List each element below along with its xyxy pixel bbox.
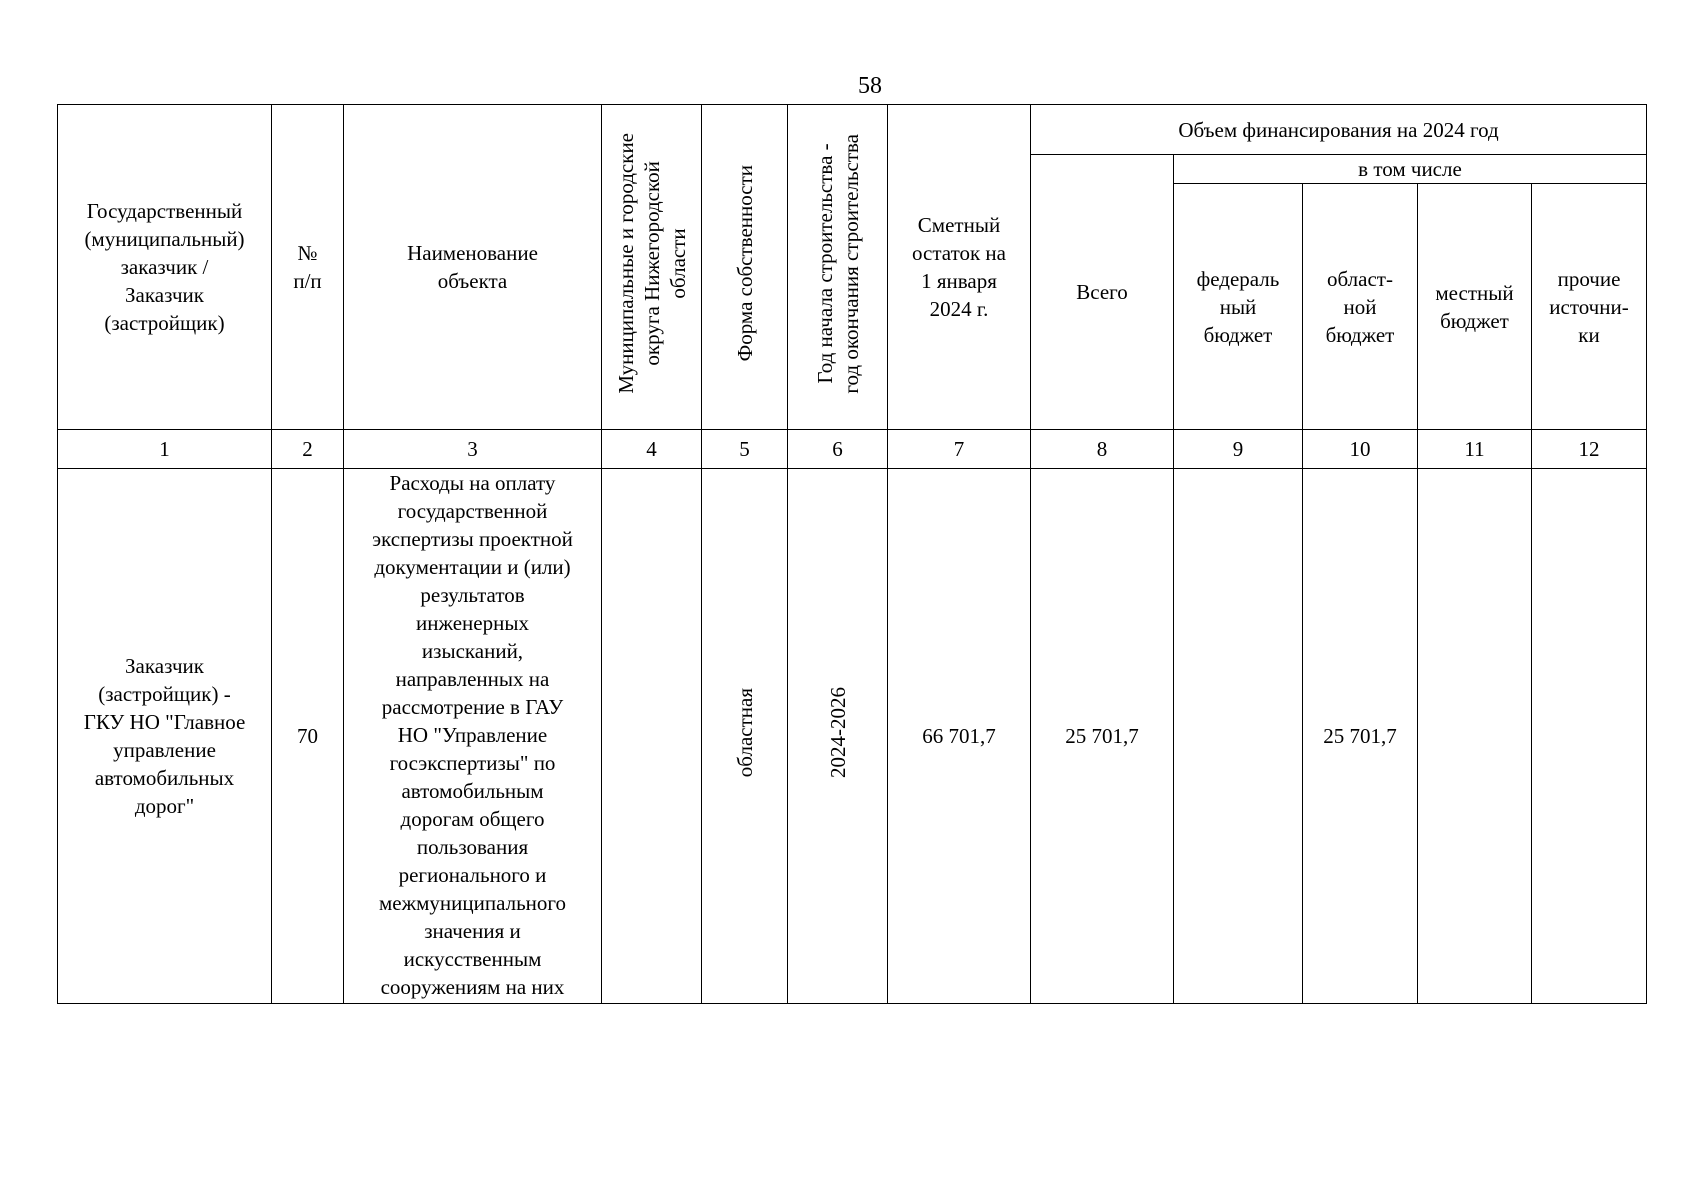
cell-ownership-wrap: [702, 469, 788, 1004]
header-other: прочие источни- ки: [1532, 184, 1647, 430]
column-number: 11: [1418, 430, 1532, 469]
table-row: [58, 469, 1647, 1004]
page-number: 58: [858, 73, 882, 99]
column-number: 10: [1303, 430, 1418, 469]
column-number: 2: [272, 430, 344, 469]
header-municipal: Муниципальные и городские округа Нижегородской области: [613, 133, 690, 394]
header-customer: Государственный (муниципальный) заказчик / Заказчик (застройщик): [58, 105, 272, 430]
header-estimate: Сметный остаток на 1 января 2024 г.: [888, 105, 1031, 430]
header-years-cell: [788, 105, 888, 430]
cell-estimate: 66 701,7: [888, 469, 1031, 1004]
column-number: 8: [1031, 430, 1174, 469]
header-local: местный бюджет: [1418, 184, 1532, 430]
header-including: в том числе: [1174, 155, 1647, 184]
cell-total: 25 701,7: [1031, 469, 1174, 1004]
funding-table: [57, 104, 1647, 1004]
cell-number: 70: [272, 469, 344, 1004]
header-funding: Объем финансирования на 2024 год: [1031, 105, 1647, 155]
column-number: 1: [58, 430, 272, 469]
header-object-name: Наименование объекта: [344, 105, 602, 430]
column-number: 4: [602, 430, 702, 469]
header-federal: федераль ный бюджет: [1174, 184, 1303, 430]
column-number: 6: [788, 430, 888, 469]
cell-federal: [1174, 469, 1303, 1004]
header-number: № п/п: [272, 105, 344, 430]
column-number: 9: [1174, 430, 1303, 469]
cell-years: 2024-2026: [825, 687, 850, 778]
header-municipal-cell: [602, 105, 702, 430]
column-number: 5: [702, 430, 788, 469]
cell-municipal: [602, 469, 702, 1004]
cell-object-name-wrap: [344, 469, 602, 1004]
cell-local: [1418, 469, 1532, 1004]
header-regional: област- ной бюджет: [1303, 184, 1418, 430]
cell-years-wrap: [788, 469, 888, 1004]
header-years: Год начала строительства - год окончания строительства: [812, 133, 863, 394]
cell-other: [1532, 469, 1647, 1004]
header-ownership-cell: [702, 105, 788, 430]
cell-object-name: Расходы на оплату государственной экспертизы проектной документации и (или) результатов инженерных изысканий, направленных на рассмотрение в ГАУ НО "Управление госэкспертизы" по автомобильным дорогам общего пользования регионального и межмуниципального значения и искусственным сооружениям на них: [372, 471, 573, 999]
header-total: Всего: [1031, 155, 1174, 430]
column-number: 3: [344, 430, 602, 469]
cell-customer: Заказчик (застройщик) - ГКУ НО "Главное управление автомобильных дорог": [58, 469, 272, 1004]
header-ownership: Форма собственности: [732, 165, 757, 362]
column-number: 12: [1532, 430, 1647, 469]
column-numbers-row: [58, 430, 1647, 469]
column-number: 7: [888, 430, 1031, 469]
cell-regional: 25 701,7: [1303, 469, 1418, 1004]
cell-ownership: областная: [732, 687, 757, 778]
